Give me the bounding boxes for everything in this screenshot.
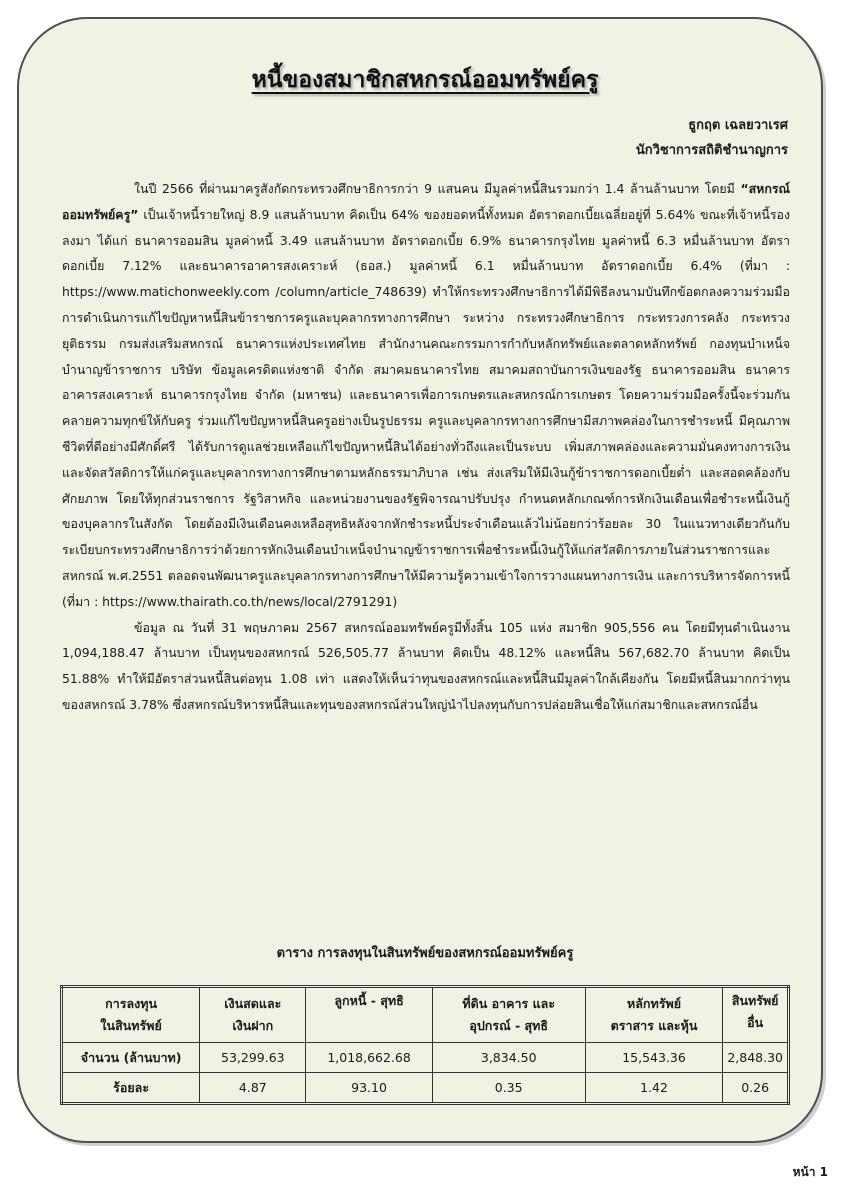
table-row (62, 1043, 789, 1073)
header-cell: สินทรัพย์อื่น (723, 987, 789, 1043)
page-number: หน้า 1 (792, 1165, 828, 1179)
article-body (62, 176, 790, 718)
table-header-row (62, 987, 789, 1043)
header-cell: หลักทรัพย์ ตราสาร และหุ้น (585, 987, 723, 1043)
table-cell: 1.42 (585, 1073, 723, 1104)
paragraph-1-bold: “สหกรณ์ออมทรัพย์ครู” (62, 181, 790, 222)
table-cell: 4.87 (200, 1073, 306, 1104)
table-cell: 1,018,662.68 (306, 1043, 432, 1073)
paragraph-1-post: เป็นเจ้าหนี้รายใหญ่ 8.9 แสนล้านบาท คิดเป็น 64% ของยอดหนี้ทั้งหมด อัตราดอกเบี้ยเฉลี่ยอยู่ที่ 5.64% ขณะที่เจ้าหนี้รองลงมา ได้แก่ ธนาคารออมสิน มูลค่าหนี้ 3.49 แสนล้านบาท อัตราดอกเบี้ย 6.9% ธนาคารกรุงไทย มูลค่าหนี้ 6.3 หมื่นล้านบาท อัตราดอกเบี้ย 7.12% และธนาคารอาคารสงเคราะห์ (ธอส.) มูลค่าหนี้ 6.1 หมื่นล้านบาท อัตราดอกเบี้ย 6.4% (ที่มา : https://www.matichonweekly.com /column/article_748639) ทำให้กระทรวงศึกษาธิการได้มีพิธีลงนามบันทึกข้อตกลงความร่วมมือการดำเนินการแก้ไขปัญหาหนี้สินข้าราชการครูและบุคลากรทางการศึกษา ระหว่าง กระทรวงศึกษาธิการ กระทรวงการคลัง กระทรวงยุติธรรม กรมส่งเสริมสหกรณ์ ธนาคารแห่งประเทศไทย สำนักงานคณะกรรมการกำกับหลักทรัพย์และตลาดหลักทรัพย์ กองทุนบำเหน็จบำนาญข้าราชการ บริษัท ข้อมูลเครดิตแห่งชาติ จำกัด สมาคมธนาคารไทย สมาคมสถาบันการเงินของรัฐ ธนาคารออมสิน ธนาคารอาคารสงเคราะห์ ธนาคารกรุงไทย จำกัด (มหาชน) และธนาคารเพื่อการเกษตรและสหกรณ์การเกษตร โดยความร่วมมือครั้งนี้จะร่วมกันคลายความทุกข์ให้กับครู ร่วมแก้ไขปัญหาหนี้สินครูอย่างเป็นรูปธรรม ครูและบุคลากรทางการศึกษามีสภาพคล่องในการชำระหนี้ มีคุณภาพชีวิตที่ดีอย่างมีศักดิ์ศรี ได้รับการดูแลช่วยเหลือแก้ไขปัญหาหนี้สินได้อย่างทั่วถึงและเป็นระบบ เพิ่มสภาพคล่องและความมั่นคงทางการเงิน และจัดสวัสดิการให้แก่ครูและบุคลากรทางการศึกษาตามหลักธรรมาภิบาล เช่น ส่งเสริมให้มีเงินกู้ข้าราชการดอกเบี้ยต่ำ และสอดคล้องกับศักยภาพ โดยให้ทุกส่วนราชการ รัฐวิสาหกิจ และหน่วยงานของรัฐพิจารณาปรับปรุง กำหนดหลักเกณฑ์การหักเงินเดือนเพื่อชำระหนี้เงินกู้ของบุคลากรในสังกัด โดยต้องมีเงินเดือนคงเหลือสุทธิหลังจากหักชำระหนี้ประจำเดือนแล้วไม่น้อยกว่าร้อยละ 30 ในแนวทางเดียวกันกับระเบียบกระทรวงศึกษาธิการว่าด้วยการหักเงินเดือนบำเหน็จบำนาญข้าราชการเพื่อชำระหนี้เงินกู้ให้แก่สวัสดิการภายในส่วนราชการและสหกรณ์ พ.ศ.2551 ตลอดจนพัฒนาครูและบุคลากรทางการศึกษาให้มีความรู้ความเข้าใจการวางแผนทางการเงิน และการบริหารจัดการหนี้ (ที่มา : https://www.thairath.co.th/news/local/2791291) (62, 206, 790, 609)
author-name: ธูกฤต เฉลยวาเรศ (688, 118, 788, 133)
paragraph-1-pre: ในปี 2566 ที่ผ่านมาครูสังกัดกระทรวงศึกษาธิการกว่า 9 แสนคน มีมูลค่าหนี้สินรวมกว่า 1.4 ล้านล้านบาท โดยมี (134, 181, 741, 196)
header-cell: ที่ดิน อาคาร และ อุปกรณ์ - สุทธิ (432, 987, 585, 1043)
investment-table (60, 985, 790, 1105)
page-title: หนี้ของสมาชิกสหกรณ์ออมทรัพย์ครู (251, 67, 599, 93)
table-cell: 93.10 (306, 1073, 432, 1104)
header-cell: การลงทุน ในสินทรัพย์ (62, 987, 200, 1043)
table-cell: 3,834.50 (432, 1043, 585, 1073)
author-position: นักวิชาการสถิติชำนาญการ (635, 143, 788, 158)
table-title: ตาราง การลงทุนในสินทรัพย์ของสหกรณ์ออมทรัพย์ครู (276, 946, 574, 961)
paragraph-2: ข้อมูล ณ วันที่ 31 พฤษภาคม 2567 สหกรณ์ออมทรัพย์ครูมีทั้งสิ้น 105 แห่ง สมาชิก 905,556 คน โดยมีทุนดำเนินงาน 1,094,188.47 ล้านบาท เป็นทุนของสหกรณ์ 526,505.77 ล้านบาท คิดเป็น 48.12% และหนี้สิน 567,682.70 ล้านบาท คิดเป็น 51.88% ทำให้มีอัตราส่วนหนี้สินต่อทุน 1.08 เท่า แสดงให้เห็นว่าทุนของสหกรณ์และหนี้สินมีมูลค่าใกล้เคียงกัน โดยมีหนี้สินมากกว่าทุนของสหกรณ์ 3.78% ซึ่งสหกรณ์บริหารหนี้สินและทุนของสหกรณ์ส่วนใหญ่นำไปลงทุนกับการปล่อยสินเชื่อให้แก่สมาชิกและสหกรณ์อื่น (62, 619, 790, 712)
author-block (636, 113, 788, 163)
header-cell: เงินสดและ เงินฝาก (200, 987, 306, 1043)
table-cell: 0.35 (432, 1073, 585, 1104)
table-cell: 53,299.63 (200, 1043, 306, 1073)
table-cell: 2,848.30 (723, 1043, 789, 1073)
table-cell: 15,543.36 (585, 1043, 723, 1073)
row-label: ร้อยละ (62, 1073, 200, 1104)
table-row (62, 1073, 789, 1104)
table-cell: 0.26 (723, 1073, 789, 1104)
row-label: จำนวน (ล้านบาท) (62, 1043, 200, 1073)
header-cell: ลูกหนี้ - สุทธิ (306, 987, 432, 1043)
paragraph-1 (62, 176, 790, 615)
